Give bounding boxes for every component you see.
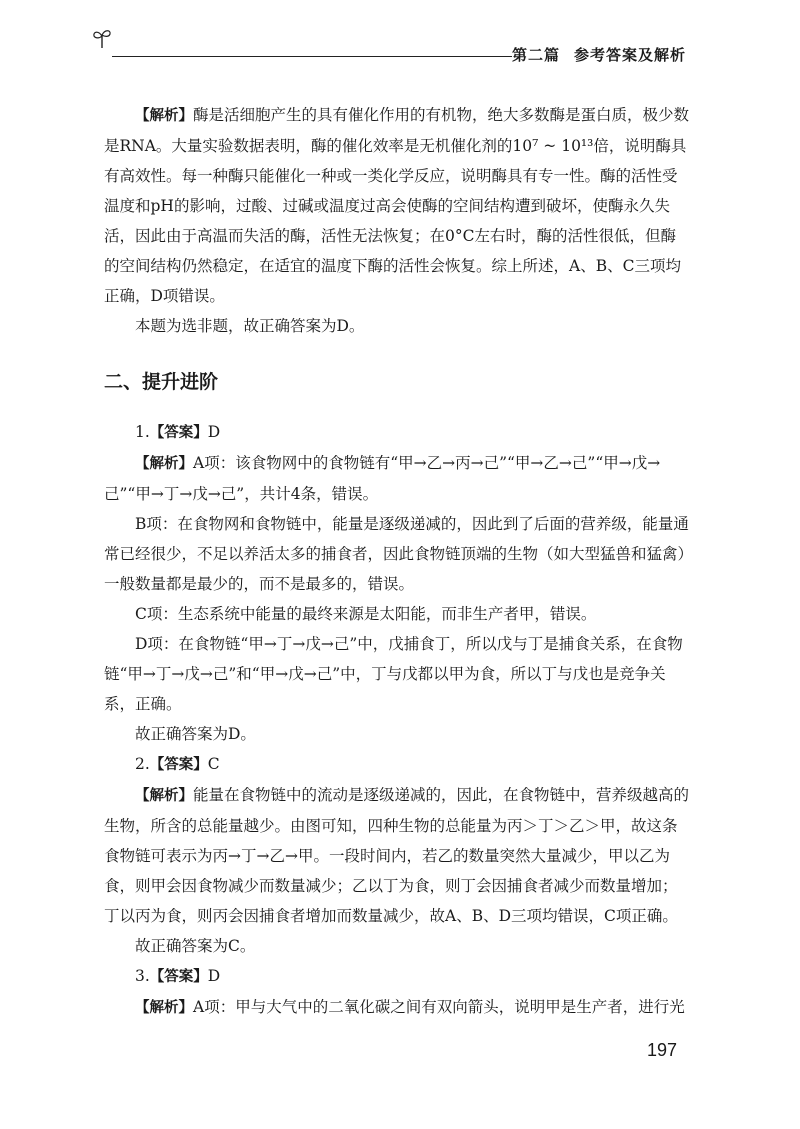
- q1-conclusion: 故正确答案为D。: [135, 725, 256, 743]
- header-rule: [112, 56, 512, 57]
- q2-answer: 2.【答案】C: [135, 755, 220, 773]
- header-title: 参考答案及解析: [574, 46, 687, 64]
- q3-answer: 3.【答案】D: [135, 967, 221, 985]
- conclusion: 本题为选非题，故正确答案为D。: [135, 317, 365, 335]
- header-part: 第二篇: [512, 46, 561, 64]
- q1-answer: 1.【答案】D: [135, 423, 221, 441]
- running-header: [512, 44, 686, 65]
- q1-analysis-c: C项：生态系统中能量的最终来源是太阳能，而非生产者甲，错误。: [135, 605, 597, 623]
- page-number: 197: [647, 1040, 678, 1060]
- page-body: [104, 100, 690, 1023]
- q2-analysis: 【解析】能量在食物链中的流动是逐级递减的，因此，在食物链中，营养级越高的生物，所含的总能量越少。由图可知，四种生物的总能量为丙＞丁＞乙＞甲，故这条食物链可表示为丙→丁→乙→甲。一段时间内，若乙的数量突然大量减少，甲以乙为食，则甲会因食物减少而数量减少；乙以丁为食，则丁会因捕食者减少而数量增加；丁以丙为食，则丙会因捕食者增加而数量减少，故A、B、D三项均错误，C项正确。: [104, 786, 690, 925]
- section-title: 二、提升进阶: [104, 371, 219, 393]
- q1-analysis-b: B项：在食物网和食物链中，能量是逐级递减的，因此到了后面的营养级，能量通常已经很少，不足以养活太多的捕食者，因此食物链顶端的生物（如大型猛兽和猛禽）一般数量都是最少的，而不是最多的，错误。: [104, 515, 689, 593]
- q1-analysis-d: D项：在食物链“甲→丁→戊→己”中，戊捕食丁，所以戊与丁是捕食关系，在食物链“甲→丁→戊→己”和“甲→戊→己”中，丁与戊都以甲为食，所以丁与戊也是竞争关系，正确。: [104, 635, 683, 713]
- q2-conclusion: 故正确答案为C。: [135, 937, 256, 955]
- q3-analysis: 【解析】A项：甲与大气中的二氧化碳之间有双向箭头，说明甲是生产者，进行光: [135, 998, 685, 1016]
- q1-analysis-a: 【解析】A项：该食物网中的食物链有“甲→乙→丙→己”“甲→乙→己”“甲→戊→己”“甲→丁→戊→己”，共计4条，错误。: [104, 454, 661, 503]
- sprout-logo-icon: [90, 26, 114, 50]
- analysis-paragraph: 【解析】酶是活细胞产生的具有催化作用的有机物，绝大多数酶是蛋白质，极少数是RNA。大量实验数据表明，酶的催化效率是无机催化剂的10⁷ ~ 10¹³倍，说明酶具有高效性。每一种酶只能催化一种或一类化学反应，说明酶具有专一性。酶的活性受温度和pH的影响，过酸、过碱或温度过高会使酶的空间结构遭到破坏，使酶永久失活，因此由于高温而失活的酶，活性无法恢复；在0°C左右时，酶的活性很低，但酶的空间结构仍然稳定，在适宜的温度下酶的活性会恢复。综上所述，A、B、C三项均正确，D项错误。: [104, 106, 690, 305]
